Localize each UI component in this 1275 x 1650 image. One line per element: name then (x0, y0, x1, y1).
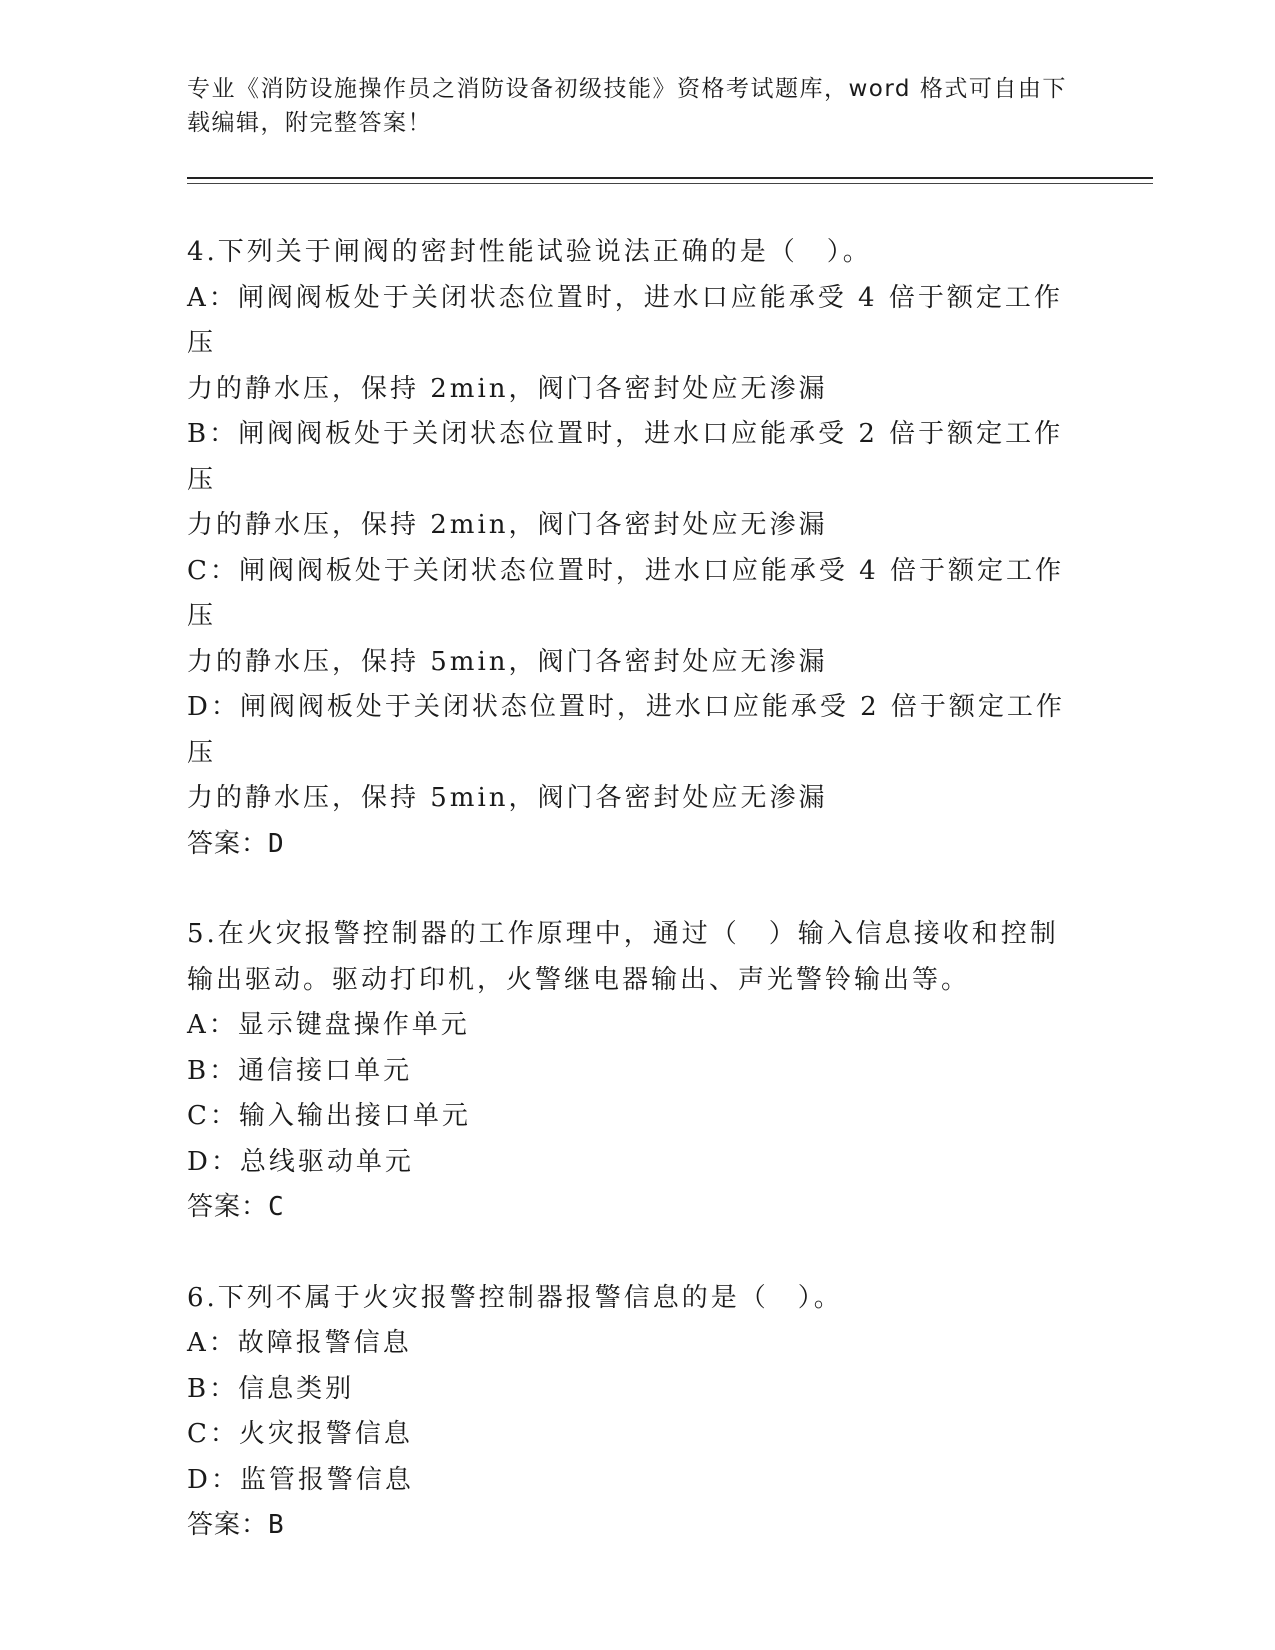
option-text: 力的静水压，保持 5min，阀门各密封处应无渗漏 (187, 783, 828, 813)
option-text: 力的静水压，保持 2min，阀门各密封处应无渗漏 (187, 510, 828, 540)
question-list (187, 230, 1087, 1594)
option-a: A：故障报警信息 (187, 1328, 412, 1358)
question-stem: 6.下列不属于火灾报警控制器报警信息的是（ ）。 (187, 1282, 843, 1313)
option-a (187, 276, 1087, 413)
option-text: D：闸阀阀板处于关闭状态位置时，进水口应能承受 2 倍于额定工作压 (187, 692, 1065, 768)
option-text: 力的静水压，保持 5min，阀门各密封处应无渗漏 (187, 646, 828, 677)
option-text: 力的静水压，保持 2min，阀门各密封处应无渗漏 (187, 373, 828, 404)
option-text: C：闸阀阀板处于关闭状态位置时，进水口应能承受 4 倍于额定工作压 (187, 555, 1064, 631)
header-line-2: 载编辑，附完整答案！ (187, 110, 432, 136)
option-a: A：显示键盘操作单元 (187, 1010, 470, 1040)
question-stem: 4.下列关于闸阀的密封性能试验说法正确的是（ ）。 (187, 237, 872, 267)
option-b: B：信息类别 (187, 1373, 355, 1404)
question-stem: 输出驱动。驱动打印机，火警继电器输出、声光警铃输出等。 (187, 964, 971, 995)
option-d: D：监管报警信息 (187, 1464, 414, 1495)
question-stem: 5.在火灾报警控制器的工作原理中，通过（ ）输入信息接收和控制 (187, 919, 1059, 949)
document-header (187, 72, 1067, 140)
answer-line: 答案：C (187, 1192, 285, 1222)
option-text: A：闸阀阀板处于关闭状态位置时，进水口应能承受 4 倍于额定工作压 (187, 282, 1063, 358)
header-divider-thin (187, 183, 1153, 184)
answer-line: 答案：D (187, 828, 285, 859)
option-b: B：通信接口单元 (187, 1055, 413, 1086)
question-5 (187, 912, 1087, 1231)
question-4 (187, 230, 1087, 867)
question-6 (187, 1276, 1087, 1549)
option-d: D：总线驱动单元 (187, 1146, 414, 1177)
option-d (187, 685, 1087, 822)
answer-line: 答案：B (187, 1510, 285, 1540)
header-divider-thick (187, 177, 1153, 179)
option-text: B：闸阀阀板处于关闭状态位置时，进水口应能承受 2 倍于额定工作压 (187, 419, 1064, 495)
header-line-1: 专业《消防设施操作员之消防设备初级技能》资格考试题库，word 格式可自由下 (187, 76, 1067, 102)
option-c: C：输入输出接口单元 (187, 1101, 471, 1131)
option-c: C：火灾报警信息 (187, 1419, 413, 1449)
option-c (187, 549, 1087, 686)
option-b (187, 412, 1087, 549)
